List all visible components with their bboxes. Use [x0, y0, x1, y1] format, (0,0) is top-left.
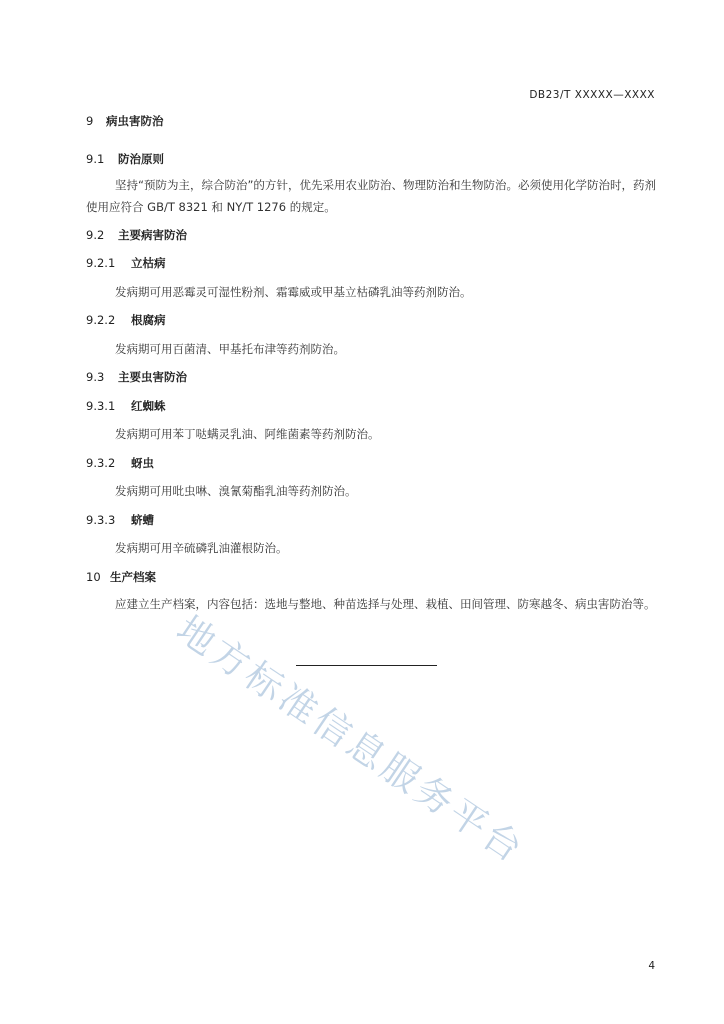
section-number: 9.1 — [86, 152, 105, 166]
section-title: 蛴螬 — [131, 513, 154, 527]
section-title: 根腐病 — [131, 313, 166, 327]
section-heading-9-3 — [86, 369, 187, 385]
section-heading-9-3-3 — [86, 512, 154, 528]
section-number: 9.3.1 — [86, 399, 116, 413]
section-paragraph-9-2-1: 发病期可用恶霉灵可湿性粉剂、霜霉威或甲基立枯磷乳油等药剂防治。 — [115, 285, 472, 299]
section-heading-9-1 — [86, 151, 164, 167]
section-title: 主要虫害防治 — [118, 370, 187, 384]
section-heading-10 — [86, 569, 156, 585]
section-paragraph-9-2-2: 发病期可用百菌清、甲基托布津等药剂防治。 — [115, 342, 345, 356]
section-title: 生产档案 — [110, 570, 156, 584]
section-number: 10 — [86, 570, 101, 584]
section-paragraph-9-3-1: 发病期可用苯丁哒螨灵乳油、阿维菌素等药剂防治。 — [115, 427, 380, 441]
section-paragraph-10: 应建立生产档案，内容包括：选地与整地、种苗选择与处理、栽植、田间管理、防寒越冬、病虫害防治等。 — [115, 597, 656, 611]
section-heading-9-2-1 — [86, 255, 166, 271]
section-title: 病虫害防治 — [106, 114, 164, 128]
section-number: 9.3.3 — [86, 513, 116, 527]
section-paragraph-9-1: 坚持“预防为主，综合防治”的方针，优先采用农业防治、物理防治和生物防治。必须使用化学防治时，药剂使用应符合 GB/T 8321 和 NY/T 1276 的规定。 — [86, 178, 656, 214]
section-paragraph-9-3-2: 发病期可用吡虫啉、溴氰菊酯乳油等药剂防治。 — [115, 484, 357, 498]
section-heading-9 — [86, 113, 164, 129]
section-number: 9.3.2 — [86, 456, 116, 470]
section-title: 蚜虫 — [131, 456, 154, 470]
end-of-text-rule — [296, 665, 437, 666]
section-title: 红蜘蛛 — [131, 399, 166, 413]
section-number: 9.2.1 — [86, 256, 116, 270]
section-title: 主要病害防治 — [118, 228, 187, 242]
section-paragraph-9-3-3: 发病期可用辛硫磷乳油灌根防治。 — [115, 541, 288, 555]
section-number: 9.2 — [86, 228, 105, 242]
document-code: DB23/T XXXXX—XXXX — [529, 89, 655, 101]
section-heading-9-2-2 — [86, 312, 166, 328]
page-number: 4 — [648, 960, 655, 972]
section-number: 9.3 — [86, 370, 105, 384]
section-number: 9 — [86, 114, 94, 128]
section-heading-9-3-2 — [86, 455, 154, 471]
section-number: 9.2.2 — [86, 313, 116, 327]
section-title: 防治原则 — [118, 152, 164, 166]
section-heading-9-2 — [86, 227, 187, 243]
section-heading-9-3-1 — [86, 398, 166, 414]
watermark-text: 地方标准信息服务平台 — [168, 607, 533, 873]
section-title: 立枯病 — [131, 256, 166, 270]
